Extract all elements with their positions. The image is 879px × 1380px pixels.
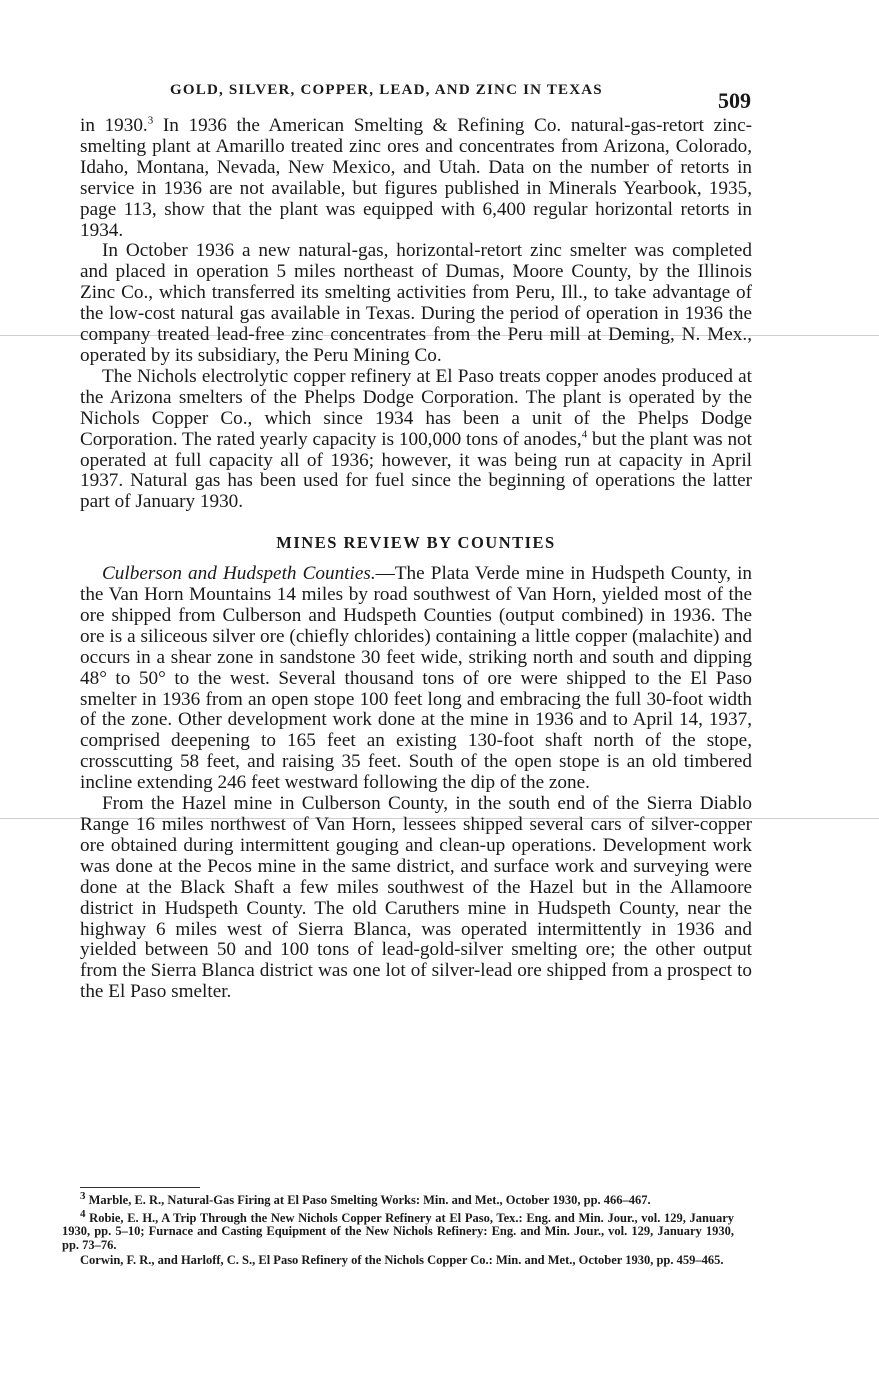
footnote-rule [80,1187,200,1188]
paragraph: The Nichols electrolytic copper refinery at El Paso treats copper anodes produced at the Arizona smelters of the Phelps Dodge Corporation. The plant is operated by the Nichols Copper Co., which since 1934 has been a unit of the Phelps Dodge Corporation. The rated yearly capacity is 100,000 tons of anodes,$^4$ but the plant was not operated at full capacity all of 1936; however, it was being run at capacity in April 1937. Natural gas has been used for fuel since the beginning of operations the latter part of January 1930. [80,365,752,513]
body-text [80,116,752,1003]
footnote-ref: 3 [147,114,154,127]
footnote: $^4$ Robie, E. H., A Trip Through the New Nichols Copper Refinery at El Paso, Tex.: Eng. and Min. Jour., vol. 129, January 1930, pp. 5–10; Furnace and Casting Equipment of the New Nichols Refinery: Eng. and Min. Jour., vol. 129, January 1930, pp. 73–76. [62,1207,734,1252]
paragraph: in 1930.$^3$ In 1936 the American Smelting & Refining Co. natural-gas-retort zinc-smelting plant at Amarillo treated zinc ores and concentrates from Arizona, Colorado, Idaho, Montana, Nevada, New Mexico, and Utah. Data on the number of retorts in service in 1936 are not available, but figures published in Minerals Yearbook, 1935, page 113, show that the plant was equipped with 6,400 regular horizontal retorts in 1934. [80,114,752,241]
run-in-heading: Culberson and Hudspeth Counties. [102,563,376,585]
footnote-continued: Corwin, F. R., and Harloff, C. S., El Paso Refinery of the Nichols Copper Co.: Min. and Met., October 1930, pp. 459–465. [80,1253,724,1267]
paragraph: Culberson and Hudspeth Counties.—The Plata Verde mine in Hudspeth County, in the Van Horn Mountains 14 miles by road southwest of Van Horn, yielded most of the ore shipped from Culberson and Hudspeth Counties (output combined) in 1936. The ore is a siliceous silver ore (chiefly chlorides) containing a little copper (malachite) and occurs in a shear zone in sandstone 30 feet wide, striking north and south and dipping 48° to 50° to the west. Several thousand tons of ore were shipped to the El Paso smelter in 1936 from an open stope 100 feet long and embracing the full 30-foot width of the zone. Other development work done at the mine in 1936 and to April 14, 1937, comprised deepening to 165 feet an existing 130-foot shaft north of the stope, crosscutting 58 feet, and raising 35 feet. South of the open stope is an old timbered incline extending 246 feet westward following the dip of the zone. [80,563,752,794]
page-number: 509 [718,88,751,113]
paragraph: From the Hazel mine in Culberson County, in the south end of the Sierra Diablo Range 16 miles northwest of Van Horn, lessees shipped several cars of silver-copper ore obtained during intermittent gouging and clean-up operations. Development work was done at the Pecos mine in the same district, and surface work and surveying were done at the Black Shaft a few miles southwest of the Hazel but in the Allamoore district in Hudspeth County. The old Caruthers mine in Hudspeth County, near the highway 6 miles west of Sierra Blanca, was operated intermittently in 1936 and yielded between 50 and 100 tons of lead-gold-silver smelting ore; the other output from the Sierra Blanca district was one lot of silver-lead ore shipped from a prospect to the El Paso smelter. [80,793,752,1003]
footnote: $^3$ Marble, E. R., Natural-Gas Firing at El Paso Smelting Works: Min. and Met., October 1930, pp. 466–467. [80,1189,651,1207]
footnotes [62,1189,734,1272]
section-heading: MINES REVIEW BY COUNTIES [276,533,556,553]
running-header: GOLD, SILVER, COPPER, LEAD, AND ZINC IN TEXAS [170,82,603,98]
footnote-ref: 4 [581,428,588,441]
paragraph: In October 1936 a new natural-gas, horizontal-retort zinc smelter was completed and placed in operation 5 miles northeast of Dumas, Moore County, by the Illinois Zinc Co., which transferred its smelting activities from Peru, Ill., to take advantage of the low-cost natural gas available in Texas. During the period of operation in 1936 the company treated lead-free zinc concentrates from the Peru mill at Deming, N. Mex., operated by its subsidiary, the Peru Mining Co. [80,240,752,366]
